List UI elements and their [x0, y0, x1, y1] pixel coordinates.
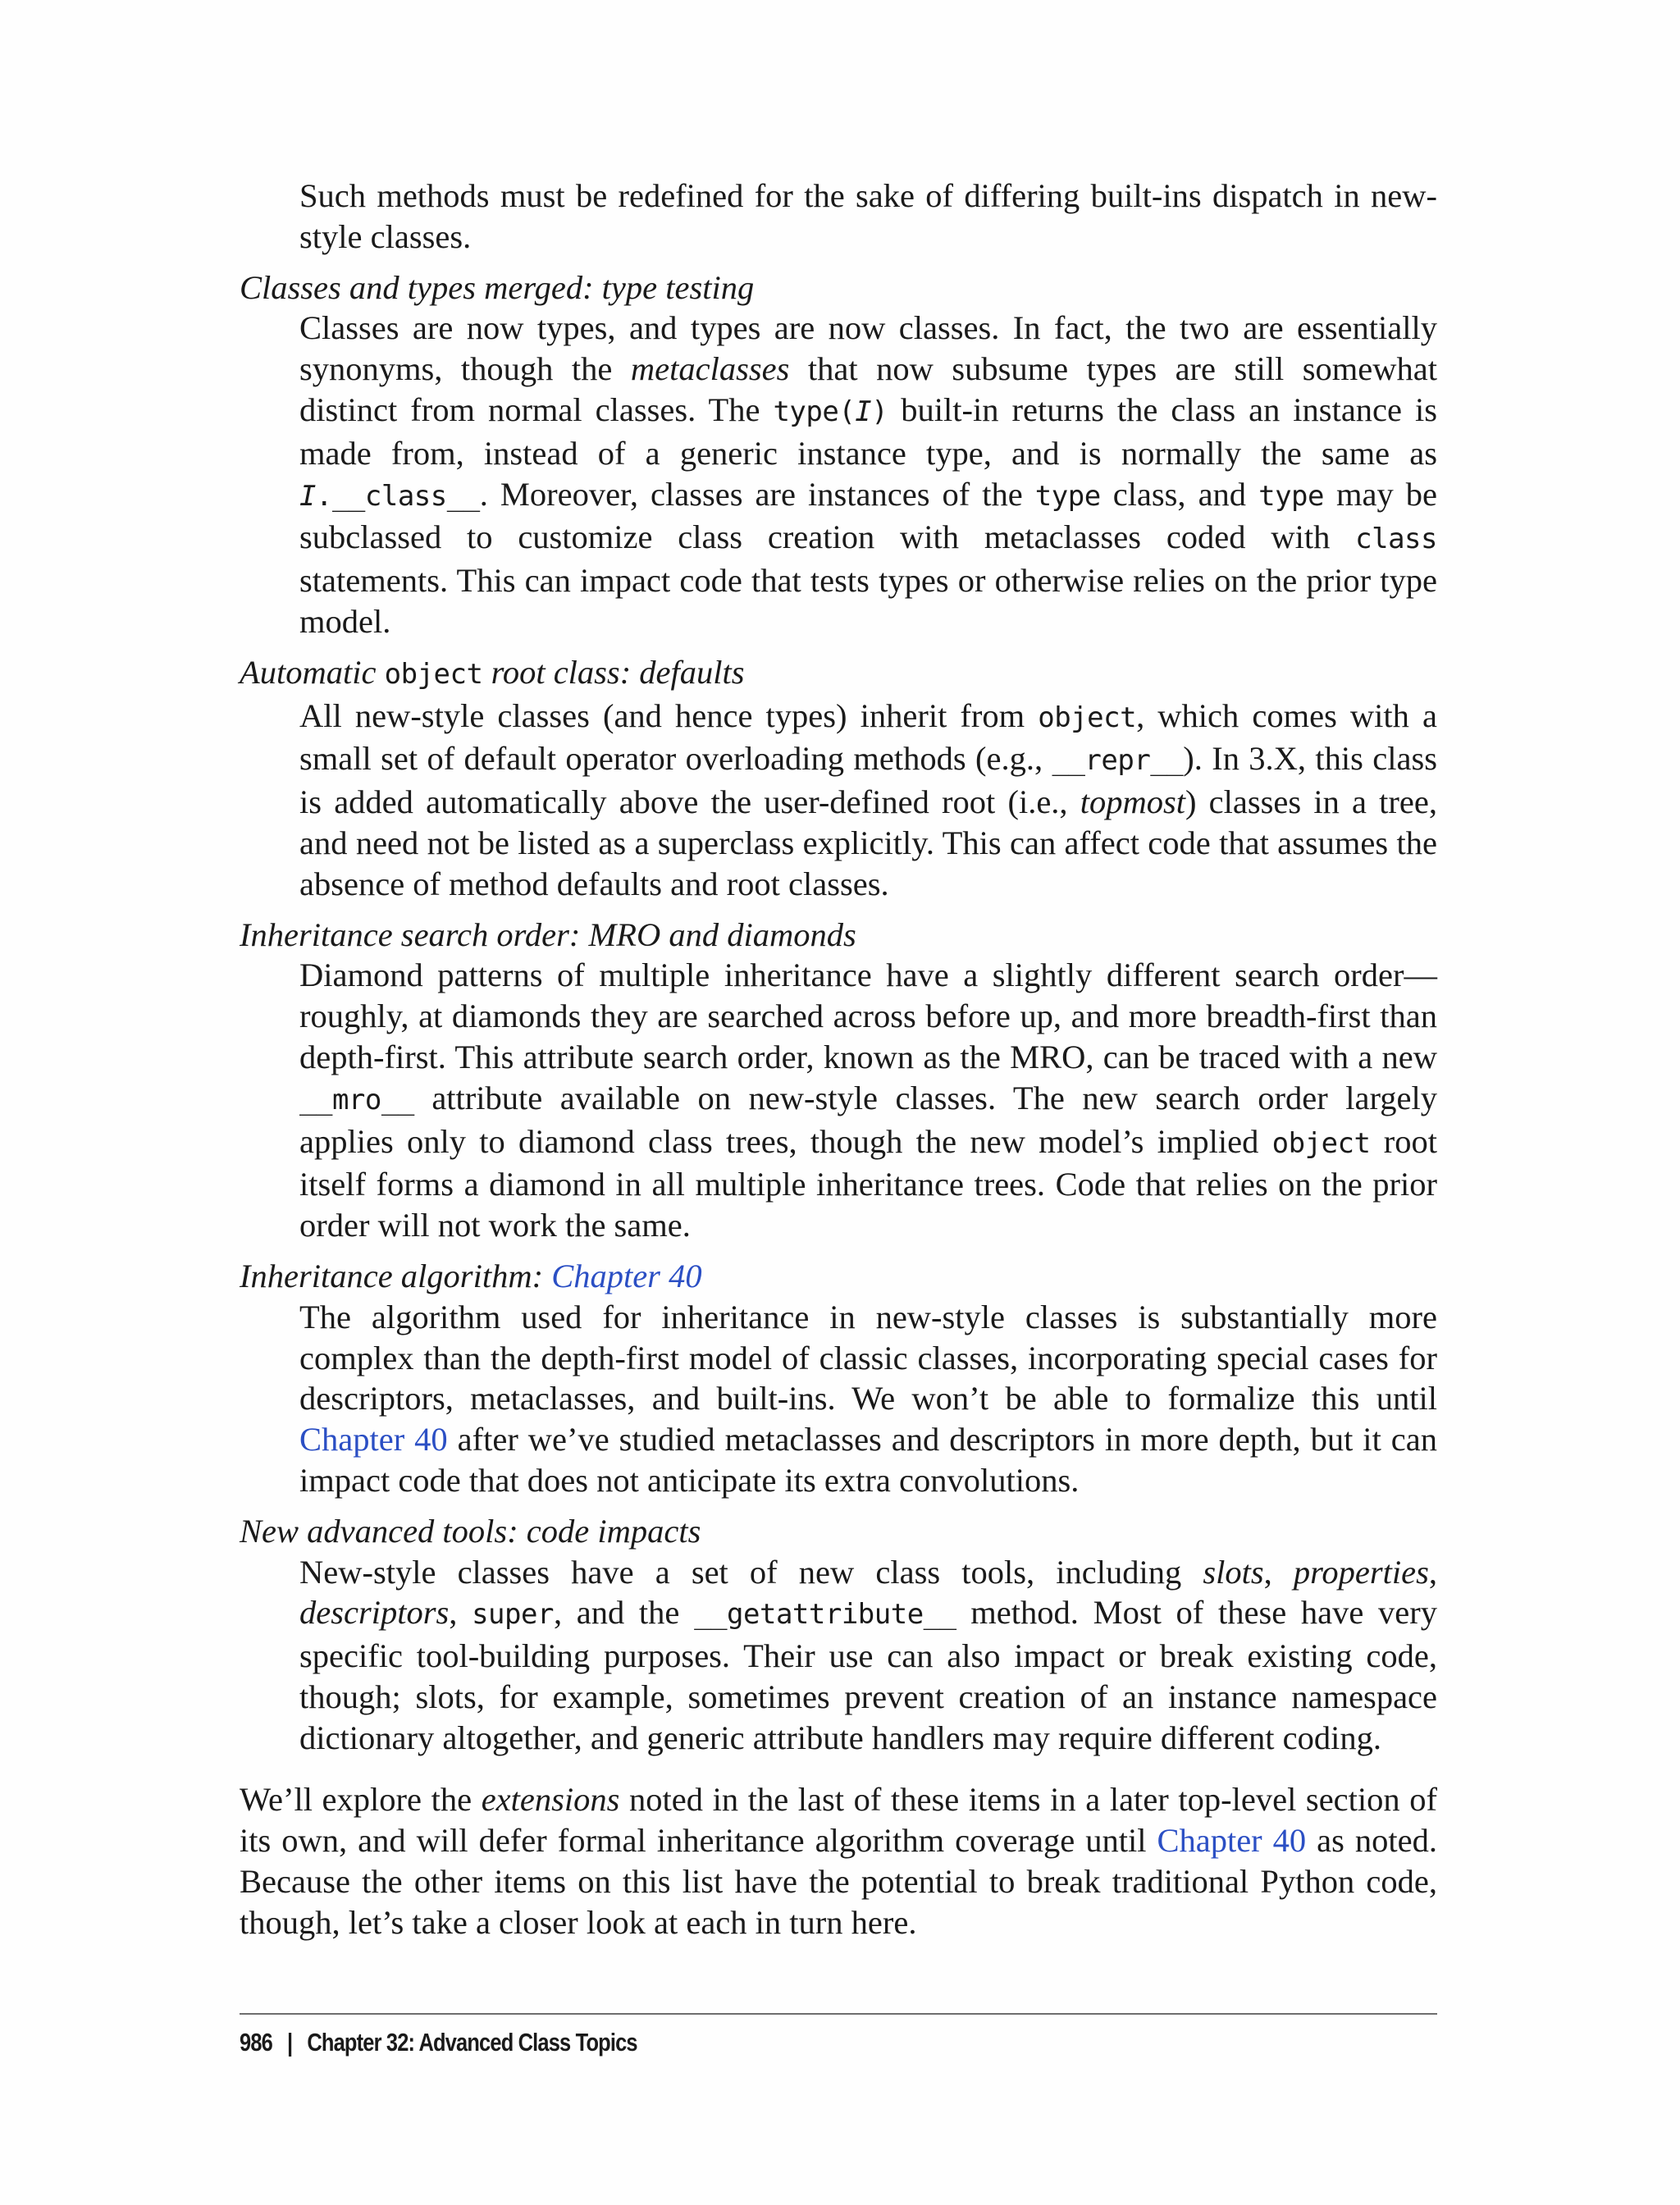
- code-type: type: [1034, 479, 1101, 513]
- emphasis-slots: slots: [1203, 1553, 1264, 1591]
- text-run: ) classes in a tree, and need not be listed as a superclass explicitly. This can affect code that assumes the absence of method defaults and root classes.: [299, 783, 1437, 902]
- text-run: New-style classes have a set of new class tools, including: [299, 1553, 1203, 1591]
- code-object: object: [1271, 1126, 1371, 1160]
- code-object: object: [384, 657, 483, 691]
- emphasis-metaclasses: metaclasses: [630, 350, 790, 388]
- code-class: class: [1355, 523, 1437, 556]
- code-super: super: [472, 1598, 554, 1632]
- term-inheritance-algorithm: Inheritance algorithm: Chapter 40: [240, 1257, 702, 1294]
- chapter-40-link[interactable]: Chapter 40: [551, 1257, 702, 1294]
- text-run: attribute available on new-style classes. The new search order largely applies only to diamond class trees, though the new model’s implied: [299, 1079, 1437, 1160]
- term-advanced-tools: New advanced tools: code impacts: [240, 1512, 701, 1550]
- code-instance-class: I.__class__: [299, 479, 480, 513]
- text-run: statements. This can impact code that tests types or otherwise relies on the prior type model.: [299, 562, 1437, 640]
- term-object-root: Automatic object root class: defaults: [240, 653, 745, 691]
- text-run: Classes are now types, and types are now classes. In fact, the two are essentially synonyms, though the: [299, 309, 1437, 388]
- text-run: All new-style classes (and hence types) inherit from: [299, 696, 1039, 734]
- text-run: may be subclassed to customize class creation with metaclasses coded with: [299, 475, 1437, 556]
- footer-text: [240, 2028, 1221, 2057]
- page-footer: [240, 2013, 1437, 2057]
- text-run: , and the: [553, 1594, 695, 1632]
- text-run: method. Most of these have very specific tool-building purposes. Their use can also impact or break existing code, though; slots, for example, sometimes prevent creation of an instance namespace dictionary altogether, and generic attribute handlers may require different coding.: [299, 1594, 1437, 1756]
- text-run: ). In 3.X, this class is added automatically above the user-defined root (i.e.,: [299, 740, 1437, 821]
- emphasis-properties: properties: [1293, 1553, 1429, 1591]
- code-repr: __repr__: [1052, 744, 1184, 778]
- page-number: 986: [240, 2028, 272, 2057]
- text-run: noted in the last of these items in a later top-level section of its own, and will defer formal inheritance algorithm coverage until: [240, 1781, 1437, 1860]
- term-classes-and-types: Classes and types merged: type testing: [240, 268, 755, 306]
- text-run: , which comes with a small set of default operator overloading methods (e.g.,: [299, 696, 1438, 778]
- body-classes-and-types: [299, 308, 1437, 641]
- intro-paragraph: Such methods must be redefined for the sake of differing built-ins dispatch in new-style classes.: [299, 177, 1437, 255]
- text-run: class, and: [1100, 475, 1259, 513]
- emphasis-topmost: topmost: [1080, 783, 1185, 821]
- text-run: . Moreover, classes are instances of the: [479, 475, 1035, 513]
- text-run: The algorithm used for inheritance in new-style classes is substantially more complex than the depth-first model of classic classes, incorporating special cases for descriptors, metaclasses, and built-ins. We won’t be able to formalize this until: [299, 1298, 1437, 1418]
- body-advanced-tools: New-style classes have a set of new class tools, including slots, properties, descriptors, super, and the __getattribute__ method. Most of these have very specific tool-building purposes. Their use can also impact or break existing code, though; slots, for example, sometimes prevent creation of an instance namespace dictionary altogether, and generic attribute handlers may require different coding.: [299, 1553, 1438, 1756]
- code-type-call: type(I): [773, 395, 888, 428]
- body-inheritance-algorithm: [299, 1297, 1437, 1501]
- code-getattribute: __getattribute__: [694, 1598, 956, 1632]
- body-object-root: [299, 696, 1437, 905]
- footer-separator: |: [287, 2028, 293, 2057]
- body-mro: [299, 955, 1437, 1246]
- text-run: as noted. Because the other items on this list have the potential to break traditional Python code, though, let’s take a closer look at each in turn here.: [240, 1822, 1437, 1941]
- chapter-40-link[interactable]: Chapter 40: [1157, 1822, 1307, 1860]
- footer-rule: [240, 2013, 1437, 2015]
- text-run: Diamond patterns of multiple inheritance have a slightly different search order—roughly, at diamonds they are searched across before up, and more breadth-first than depth-first. This attribute search order, known as the MRO, can be traced with a new: [299, 956, 1437, 1075]
- code-object: object: [1038, 701, 1137, 734]
- text-run: built-in returns the class an instance is made from, instead of a generic instance type, and is normally the same as: [299, 390, 1437, 472]
- emphasis-descriptors: descriptors: [299, 1594, 450, 1632]
- text-run: after we’ve studied metaclasses and descriptors in more depth, but it can impact code that does not anticipate its extra convolutions.: [299, 1421, 1437, 1499]
- emphasis-extensions: extensions: [481, 1781, 620, 1819]
- text-run: root itself forms a diamond in all multiple inheritance trees. Code that relies on the prior order will not work the same.: [299, 1122, 1437, 1244]
- code-type: type: [1258, 479, 1324, 513]
- chapter-40-link[interactable]: Chapter 40: [299, 1421, 448, 1459]
- text-run: We’ll explore the: [240, 1781, 482, 1819]
- code-mro: __mro__: [299, 1083, 414, 1116]
- term-mro: Inheritance search order: MRO and diamonds: [240, 915, 856, 953]
- page-body: [240, 176, 1437, 1943]
- text-run: that now subsume types are still somewhat distinct from normal classes. The: [299, 350, 1437, 428]
- summary-paragraph: [240, 1779, 1437, 1942]
- chapter-title: Chapter 32: Advanced Class Topics: [307, 2028, 637, 2057]
